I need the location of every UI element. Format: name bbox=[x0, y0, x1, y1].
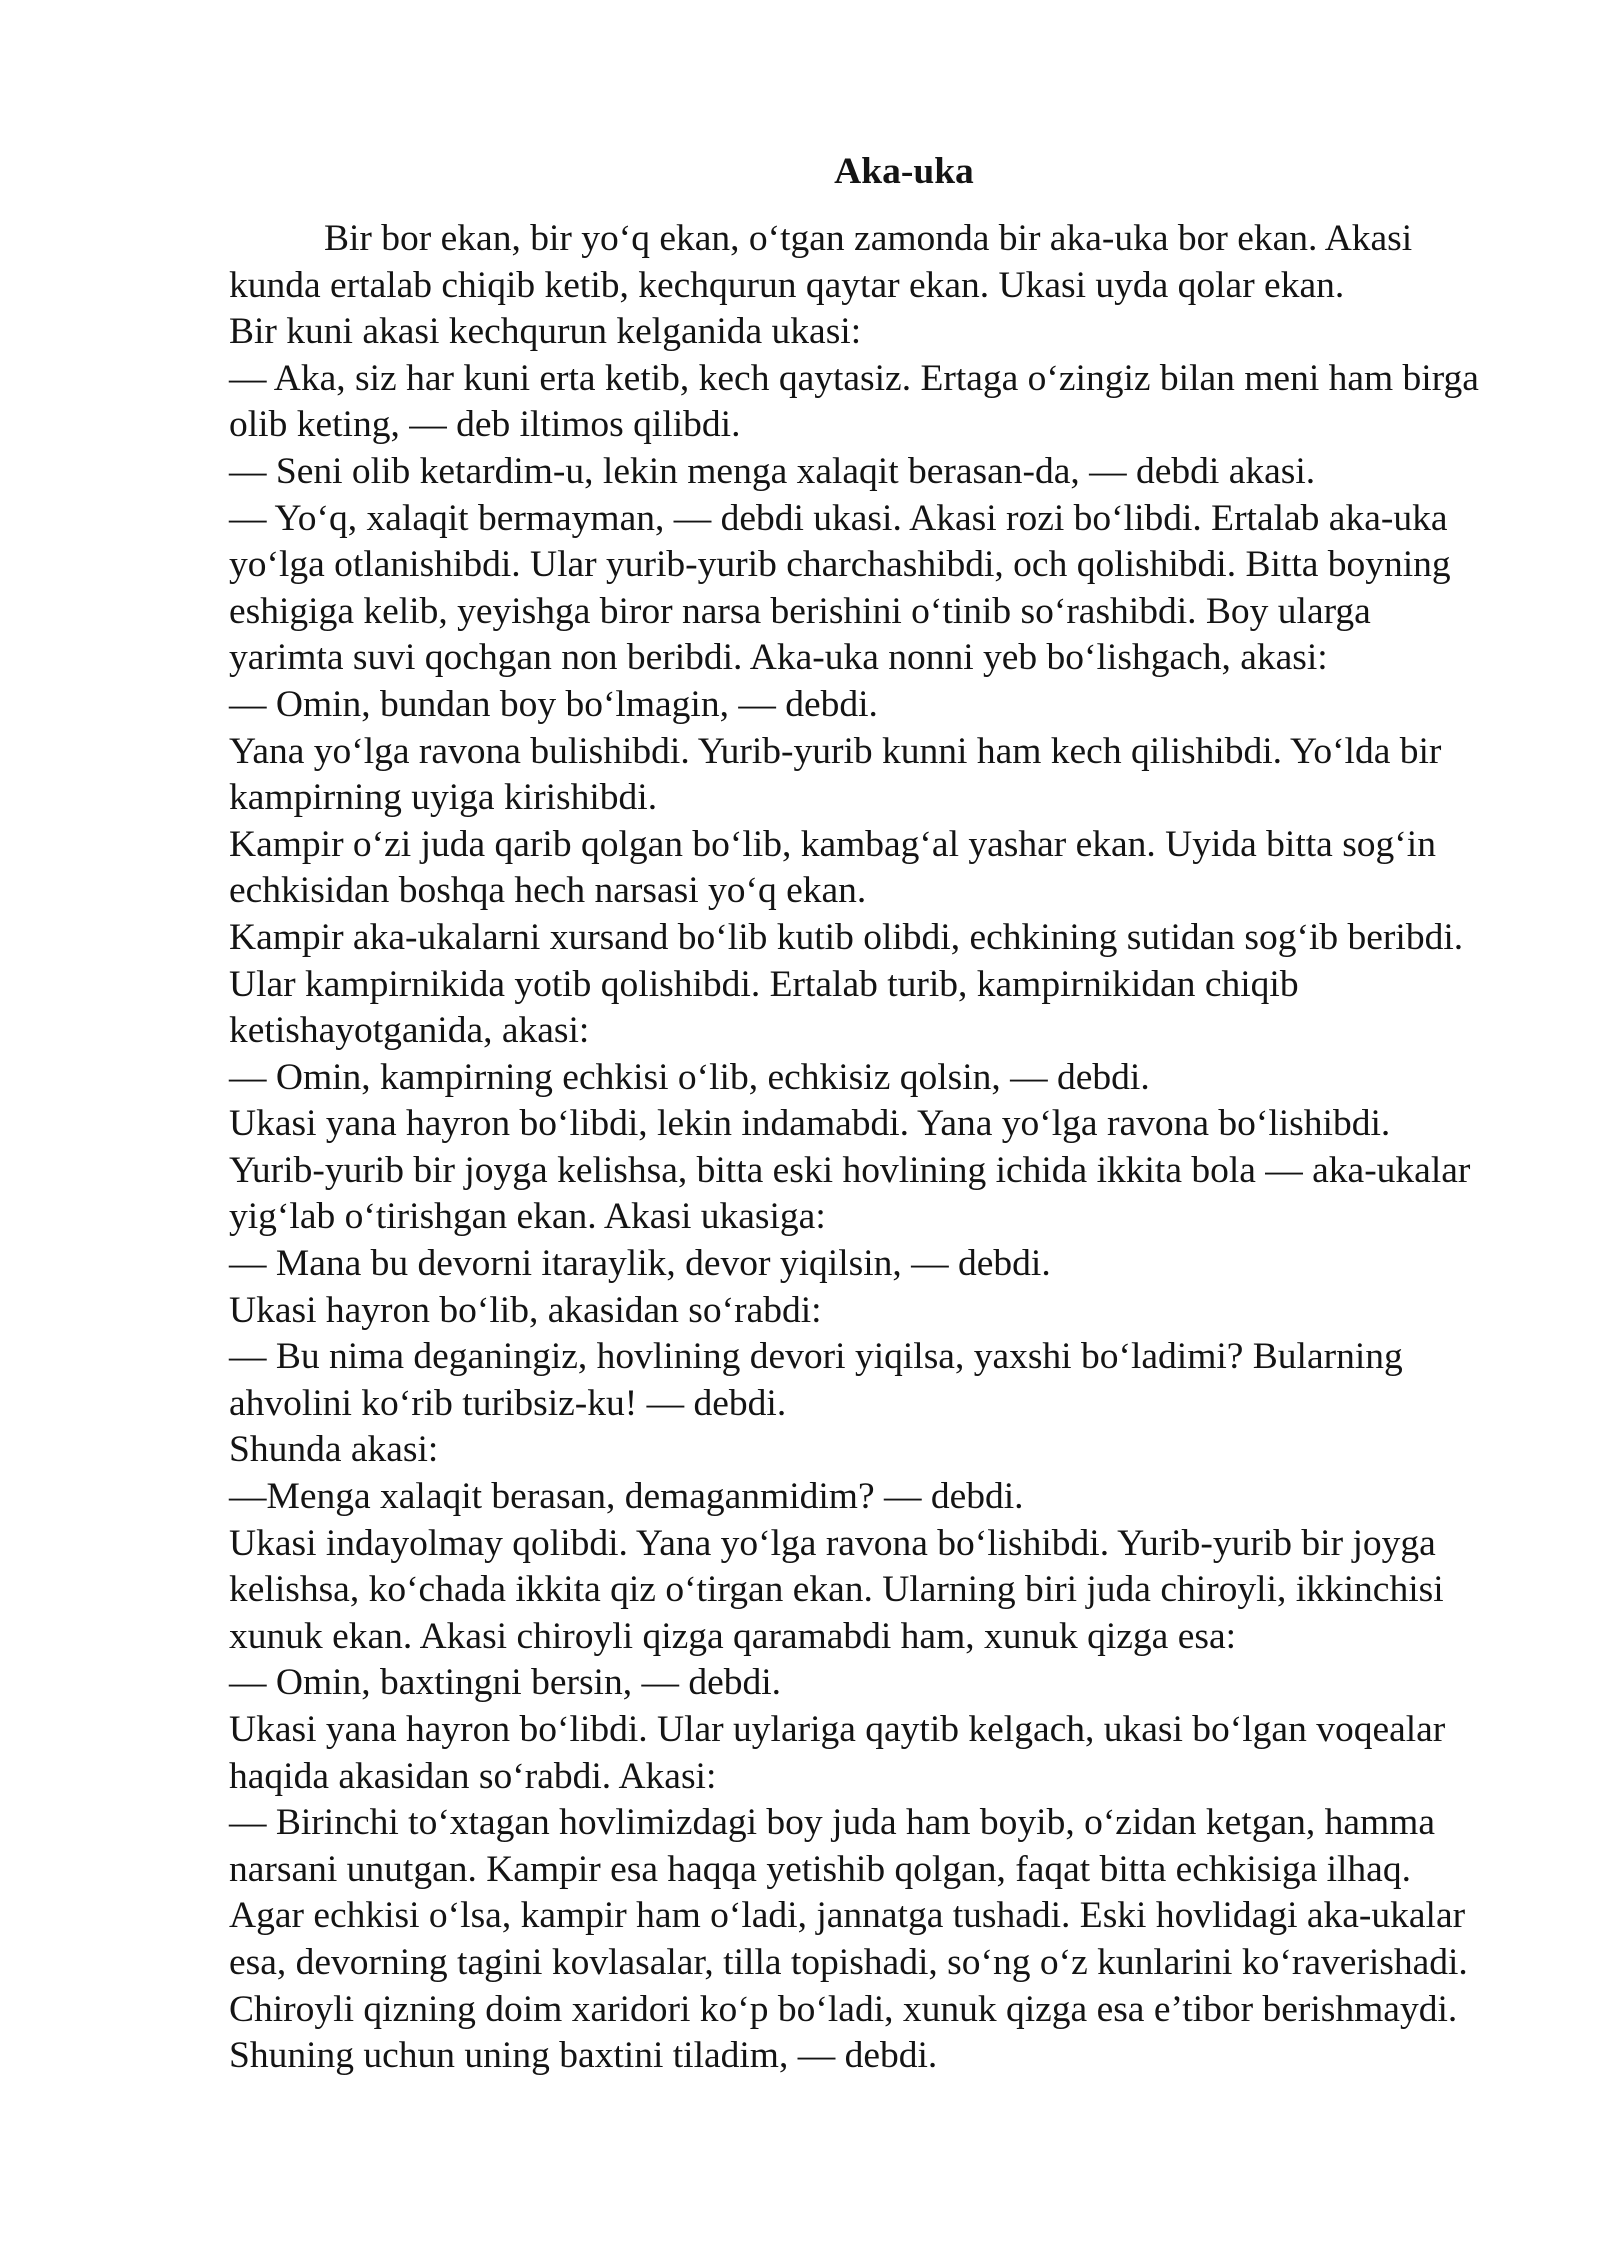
text-line: Shuning uchun uning baxtini tiladim, — debdi. bbox=[229, 2035, 938, 2077]
text-line: yo‘lga otlanishibdi. Ular yurib-yurib charchashibdi, och qolishibdi. Bitta boyning bbox=[229, 544, 1451, 586]
text-line: Kampir aka-ukalarni xursand bo‘lib kutib olibdi, echkining sutidan sog‘ib beribdi. bbox=[229, 916, 1464, 958]
text-line: Bir bor ekan, bir yo‘q ekan, o‘tgan zamonda bir aka-uka bor ekan. Akasi bbox=[324, 218, 1413, 259]
text-line: yig‘lab o‘tirishgan ekan. Akasi ukasiga: bbox=[229, 1196, 826, 1238]
document-title: Aka-uka bbox=[834, 151, 974, 192]
text-line: Yurib-yurib bir joyga kelishsa, bitta eski hovlining ichida ikkita bola — aka-ukalar bbox=[229, 1149, 1471, 1191]
text-line: haqida akasidan so‘rabdi. Akasi: bbox=[229, 1755, 717, 1797]
text-line: Ukasi yana hayron bo‘libdi. Ular uylariga qaytib kelgach, ukasi bo‘lgan voqealar bbox=[229, 1709, 1446, 1750]
text-line: Agar echkisi o‘lsa, kampir ham o‘ladi, jannatga tushadi. Eski hovlidagi aka-ukalar bbox=[229, 1895, 1466, 1937]
text-line: — Yo‘q, xalaqit bermayman, — debdi ukasi. Akasi rozi bo‘libdi. Ertalab aka-uka bbox=[229, 497, 1448, 539]
text-line: yarimta suvi qochgan non beribdi. Aka-uka nonni yeb bo‘lishgach, akasi: bbox=[229, 637, 1328, 679]
text-line: — Seni olib ketardim-u, lekin menga xalaqit berasan-da, — debdi akasi. bbox=[229, 450, 1316, 492]
text-line: kunda ertalab chiqib ketib, kechqurun qaytar ekan. Ukasi uyda qolar ekan. bbox=[229, 264, 1345, 306]
text-line: xunuk ekan. Akasi chiroyli qizga qaramabdi ham, xunuk qizga esa: bbox=[229, 1615, 1237, 1657]
story-body bbox=[229, 216, 1529, 2080]
text-line: esa, devorning tagini kovlasalar, tilla topishadi, so‘ng o‘z kunlarini ko‘raverishadi. bbox=[229, 1941, 1468, 1983]
text-line: Ular kampirnikida yotib qolishibdi. Ertalab turib, kampirnikidan chiqib bbox=[229, 963, 1299, 1005]
text-line: — Birinchi to‘xtagan hovlimizdagi boy juda ham boyib, o‘zidan ketgan, hamma bbox=[229, 1802, 1435, 1844]
text-line: — Omin, baxtingni bersin, — debdi. bbox=[229, 1662, 782, 1704]
text-line: Kampir o‘zi juda qarib qolgan bo‘lib, kambag‘al yashar ekan. Uyida bitta sog‘in bbox=[229, 823, 1436, 865]
text-line: olib keting, — deb iltimos qilibdi. bbox=[229, 404, 741, 446]
text-line: Yana yo‘lga ravona bulishibdi. Yurib-yurib kunni ham kech qilishibdi. Yo‘lda bir bbox=[229, 730, 1442, 772]
text-line: — Omin, bundan boy bo‘lmagin, — debdi. bbox=[229, 683, 878, 725]
text-line: ketishayotganida, akasi: bbox=[229, 1010, 590, 1052]
text-line: Shunda akasi: bbox=[229, 1429, 439, 1471]
text-line: narsani unutgan. Kampir esa haqqa yetishib qolgan, faqat bitta echkisiga ilhaq. bbox=[229, 1848, 1411, 1890]
text-line: ahvolini ko‘rib turibsiz-ku! — debdi. bbox=[229, 1382, 787, 1424]
text-line: — Mana bu devorni itaraylik, devor yiqilsin, — debdi. bbox=[229, 1243, 1051, 1285]
text-line: kampirning uyiga kirishibdi. bbox=[229, 777, 658, 819]
text-line: Ukasi hayron bo‘lib, akasidan so‘rabdi: bbox=[229, 1289, 822, 1331]
text-line: — Aka, siz har kuni erta ketib, kech qaytasiz. Ertaga o‘zingiz bilan meni ham birga bbox=[229, 357, 1479, 399]
text-line: — Bu nima deganingiz, hovlining devori yiqilsa, yaxshi bo‘ladimi? Bularning bbox=[229, 1336, 1403, 1378]
text-line: Ukasi yana hayron bo‘libdi, lekin indamabdi. Yana yo‘lga ravona bo‘lishibdi. bbox=[229, 1103, 1391, 1145]
text-line: echkisidan boshqa hech narsasi yo‘q ekan. bbox=[229, 870, 867, 912]
text-line: —Menga xalaqit berasan, demaganmidim? — debdi. bbox=[229, 1476, 1024, 1518]
text-line: Bir kuni akasi kechqurun kelganida ukasi: bbox=[229, 311, 862, 353]
text-line: Ukasi indayolmay qolibdi. Yana yo‘lga ravona bo‘lishibdi. Yurib-yurib bir joyga bbox=[229, 1522, 1436, 1564]
text-line: eshigiga kelib, yeyishga biror narsa berishini o‘tinib so‘rashibdi. Boy ularga bbox=[229, 590, 1371, 632]
text-line: kelishsa, ko‘chada ikkita qiz o‘tirgan ekan. Ularning biri juda chiroyli, ikkinchisi bbox=[229, 1569, 1444, 1611]
text-line: — Omin, kampirning echkisi o‘lib, echkisiz qolsin, — debdi. bbox=[229, 1056, 1150, 1098]
text-line: Chiroyli qizning doim xaridori ko‘p bo‘ladi, xunuk qizga esa e’tibor berishmaydi. bbox=[229, 1988, 1458, 2030]
